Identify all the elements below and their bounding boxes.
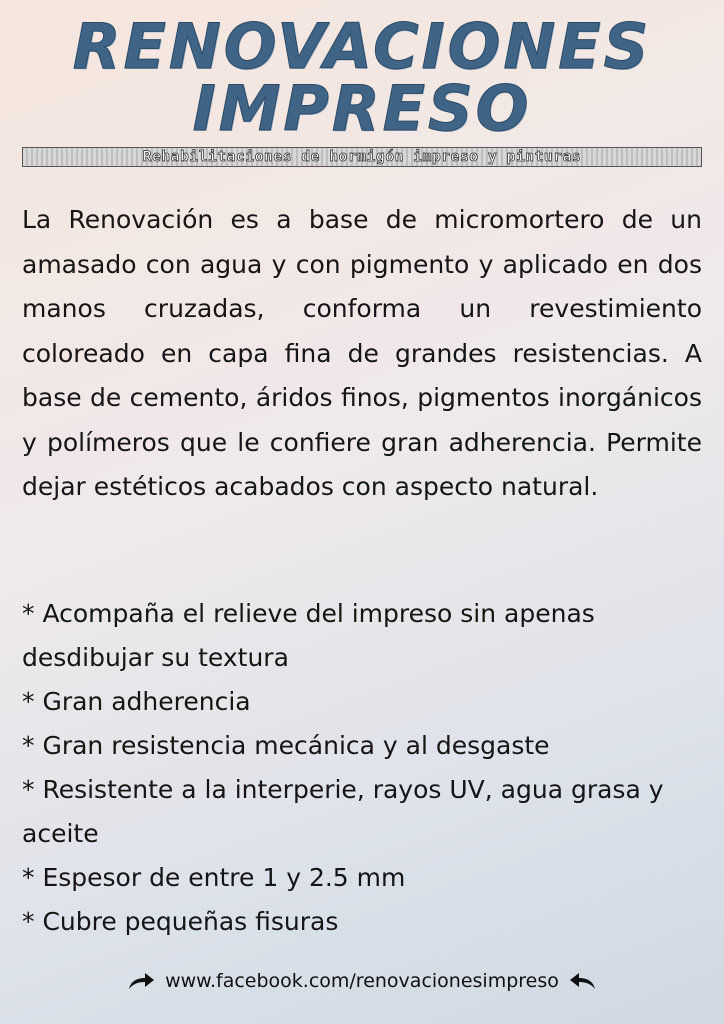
feature-list — [22, 592, 702, 944]
feature-item: * Gran resistencia mecánica y al desgaste — [22, 731, 550, 760]
facebook-url-link[interactable]: www.facebook.com/renovacionesimpreso — [165, 970, 559, 992]
feature-item: * Cubre pequeñas fisuras — [22, 907, 339, 936]
feature-item: * Acompaña el relieve del impreso sin apenas desdibujar su textura — [22, 599, 595, 672]
intro-paragraph: La Renovación es a base de micromortero de un amasado con agua y con pigmento y aplicado en dos manos cruzadas, conforma un revestimiento coloreado en capa fina de grandes resistencias. A base de cemento, áridos finos, pigmentos inorgánicos y polímeros que le confiere gran adherencia. Permite dejar estéticos acabados con aspecto natural. — [22, 205, 702, 501]
subtitle: Rehabilitaciones de hormigón impreso y pinturas — [22, 147, 702, 167]
title-line-1: RENOVACIONES — [72, 10, 652, 83]
arrow-right-icon — [127, 971, 155, 991]
feature-item: * Espesor de entre 1 y 2.5 mm — [22, 863, 406, 892]
feature-item: * Gran adherencia — [22, 687, 251, 716]
arrow-left-icon — [569, 971, 597, 991]
footer — [0, 970, 724, 992]
title-line-2: IMPRESO — [192, 72, 532, 145]
feature-item: * Resistente a la interperie, rayos UV, agua grasa y aceite — [22, 775, 664, 848]
